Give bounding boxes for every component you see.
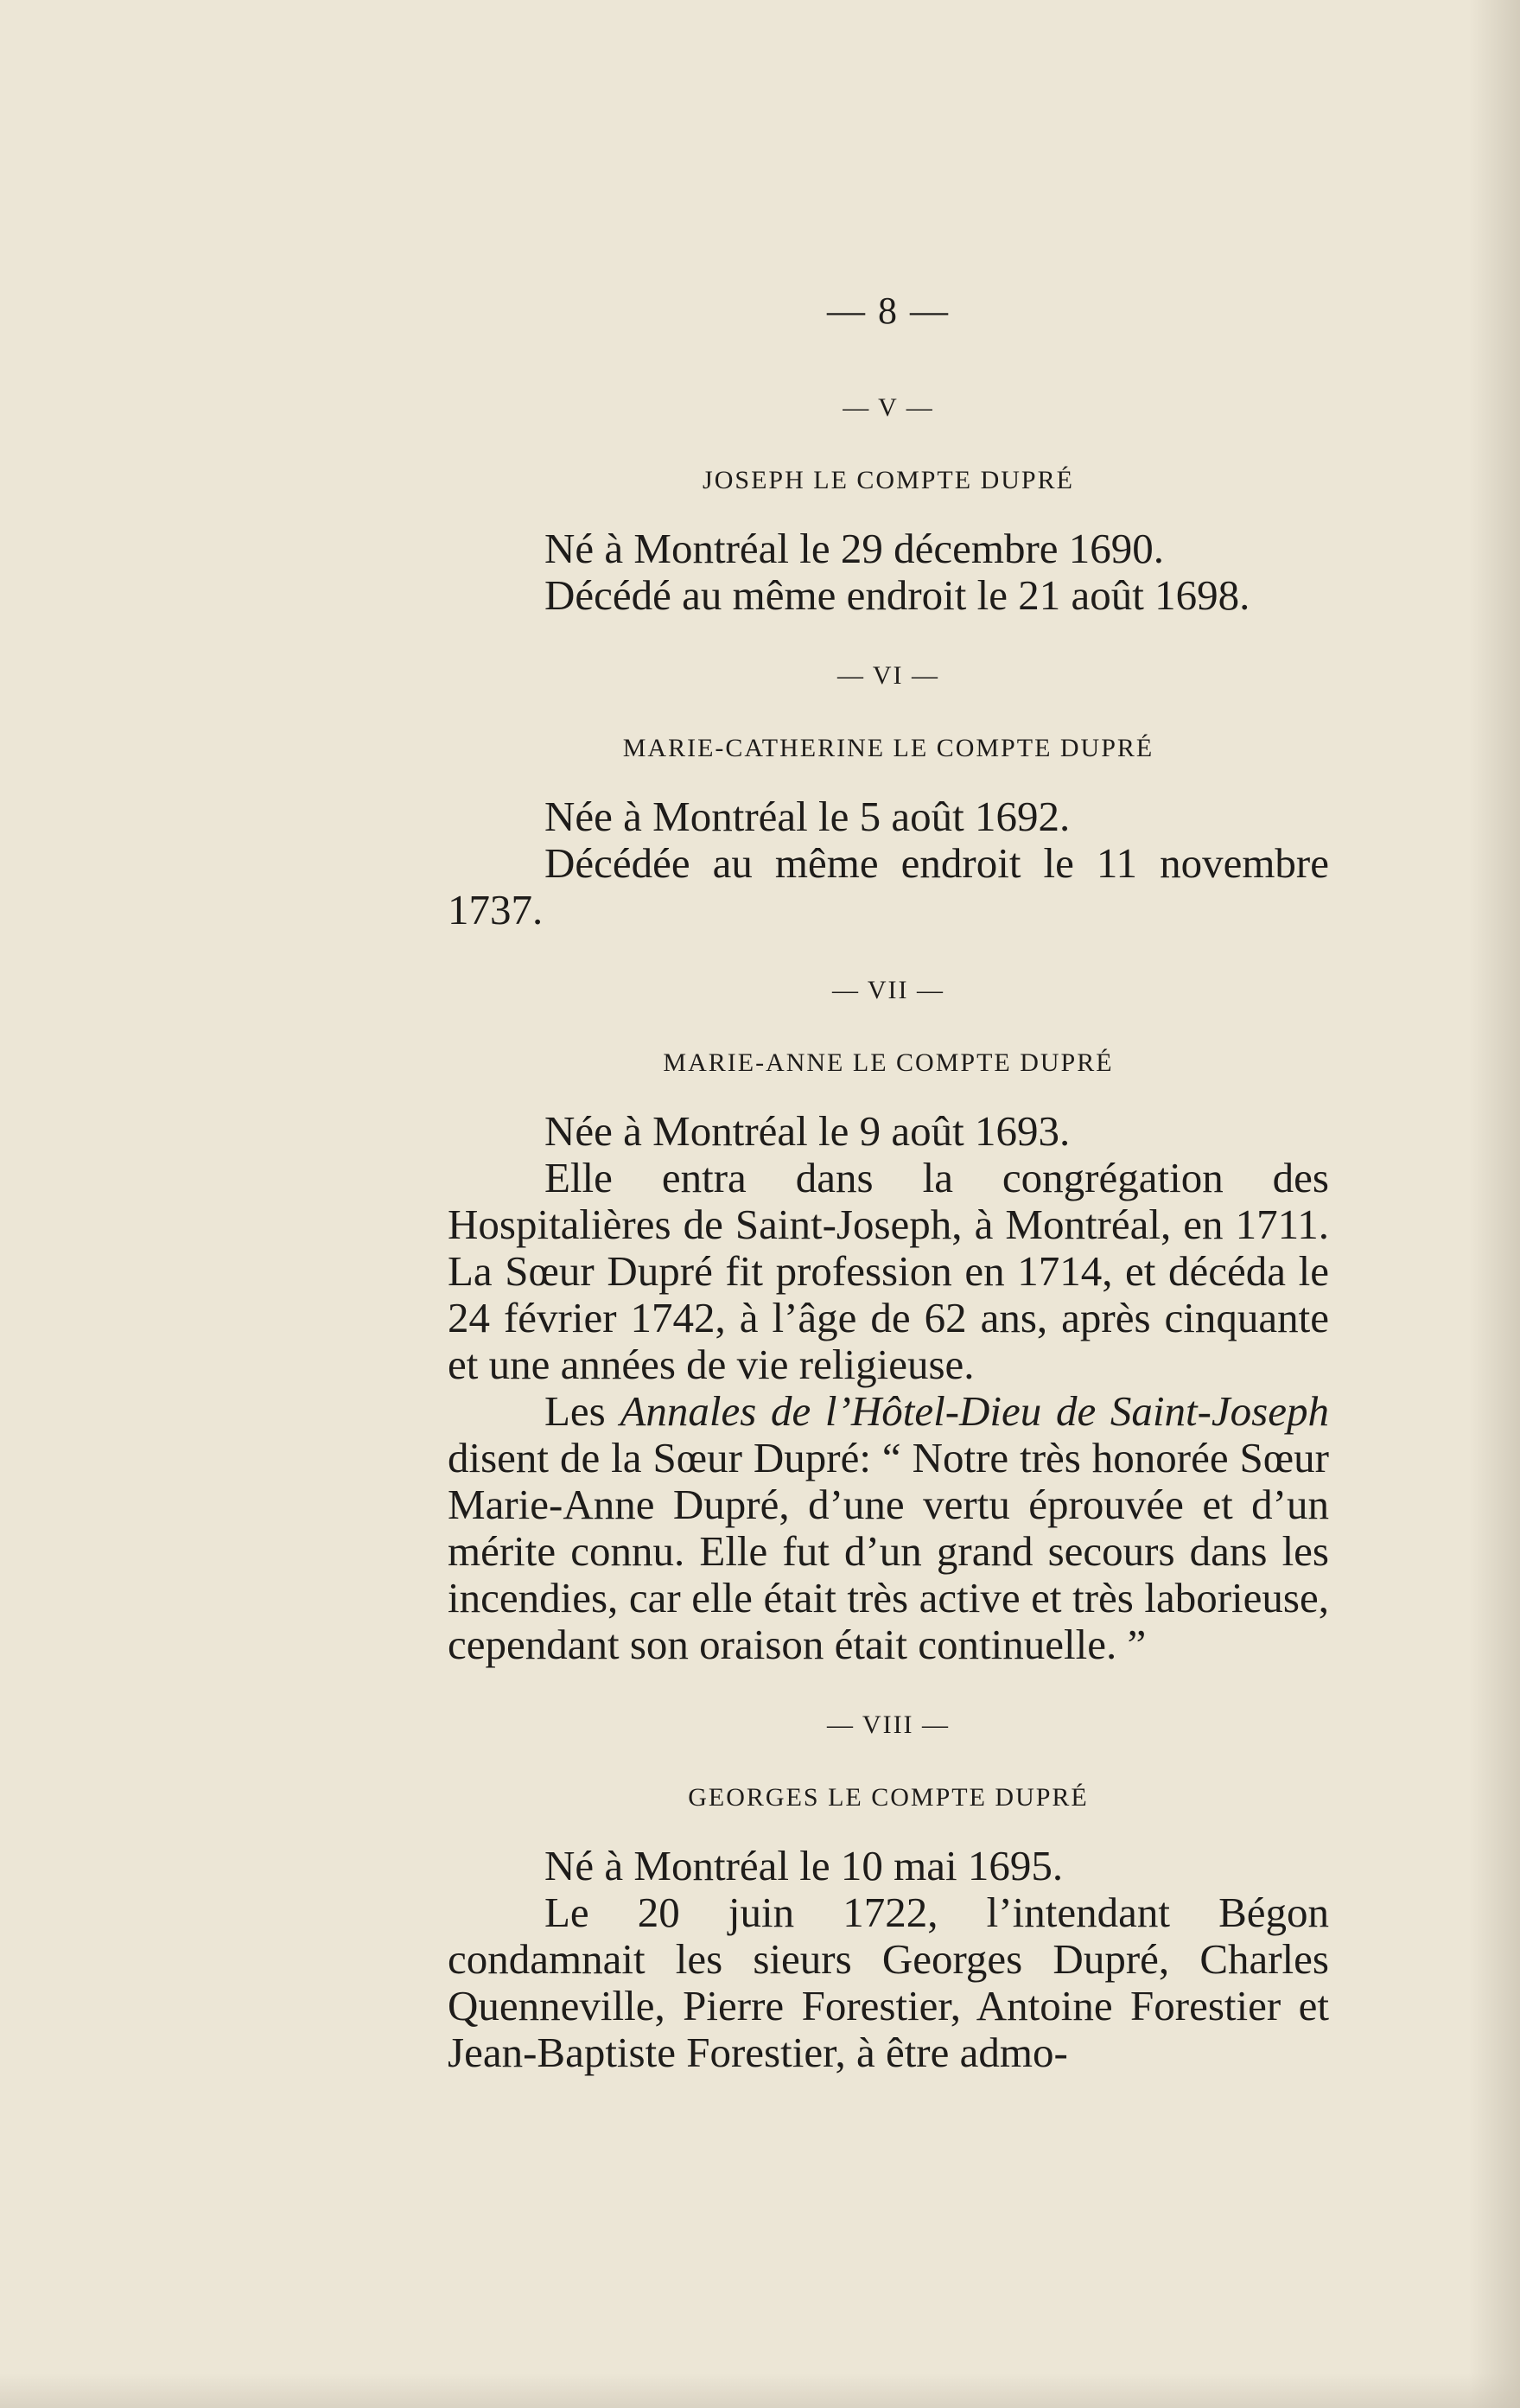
- paragraph: Né à Montréal le 10 mai 1695.: [544, 1842, 1064, 1889]
- section-heading: MARIE-ANNE LE COMPTE DUPRÉ: [663, 1048, 1114, 1077]
- section-heading: GEORGES LE COMPTE DUPRÉ: [688, 1783, 1089, 1812]
- section-heading: JOSEPH LE COMPTE DUPRÉ: [703, 466, 1074, 494]
- quote-paragraph: [448, 1388, 1329, 1668]
- section-numeral: — VIII —: [826, 1710, 951, 1739]
- section-v: [448, 391, 1329, 619]
- page-text: [448, 285, 1329, 2076]
- paragraph: Née à Montréal le 5 août 1692.: [544, 793, 1071, 840]
- paragraph: Le 20 juin 1722, l’intendant Bégon condamnait les sieurs Georges Dupré, Charles Quenneville, Pierre Forestier, Antoine Forestier et Jean-Baptiste Forestier, à être admo-: [448, 1889, 1329, 2076]
- paragraph: Elle entra dans la congrégation des Hospitalières de Saint-Joseph, à Montréal, en 1711. La Sœur Dupré fit profession en 1714, et décéda le 24 février 1742, à l’âge de 62 ans, après cinquante et une années de vie religieuse.: [448, 1154, 1329, 1388]
- section-numeral: — VII —: [831, 976, 945, 1004]
- section-numeral: — VI —: [836, 661, 940, 690]
- quote-before: Les: [544, 1387, 620, 1435]
- paragraph: Décédée au même endroit le 11 novembre 1737.: [448, 839, 1329, 933]
- section-numeral: — V —: [843, 393, 934, 422]
- page-number: — 8 —: [827, 290, 950, 332]
- section-vii: [448, 973, 1329, 1668]
- annales-title: Annales de l’Hôtel-Dieu de Saint-Joseph: [620, 1387, 1329, 1435]
- quote-after: disent de la Sœur Dupré: “ Notre très honorée Sœur Marie-Anne Dupré, d’une vertu éprouvée et d’un mérite connu. Elle fut d’un grand secours dans les incendies, car elle était très active et très laborieuse, cependant son oraison était continuelle. ”: [448, 1434, 1329, 1668]
- page-edge-shadow: [1468, 0, 1520, 2408]
- page-bottom-shadow: [0, 2373, 1520, 2408]
- paragraph: Décédé au même endroit le 21 août 1698.: [544, 571, 1250, 619]
- section-vi: [448, 659, 1329, 933]
- paragraph: Née à Montréal le 9 août 1693.: [544, 1107, 1071, 1155]
- paragraph: Né à Montréal le 29 décembre 1690.: [544, 525, 1165, 572]
- section-viii: [448, 1708, 1329, 2076]
- section-heading: MARIE-CATHERINE LE COMPTE DUPRÉ: [622, 734, 1154, 762]
